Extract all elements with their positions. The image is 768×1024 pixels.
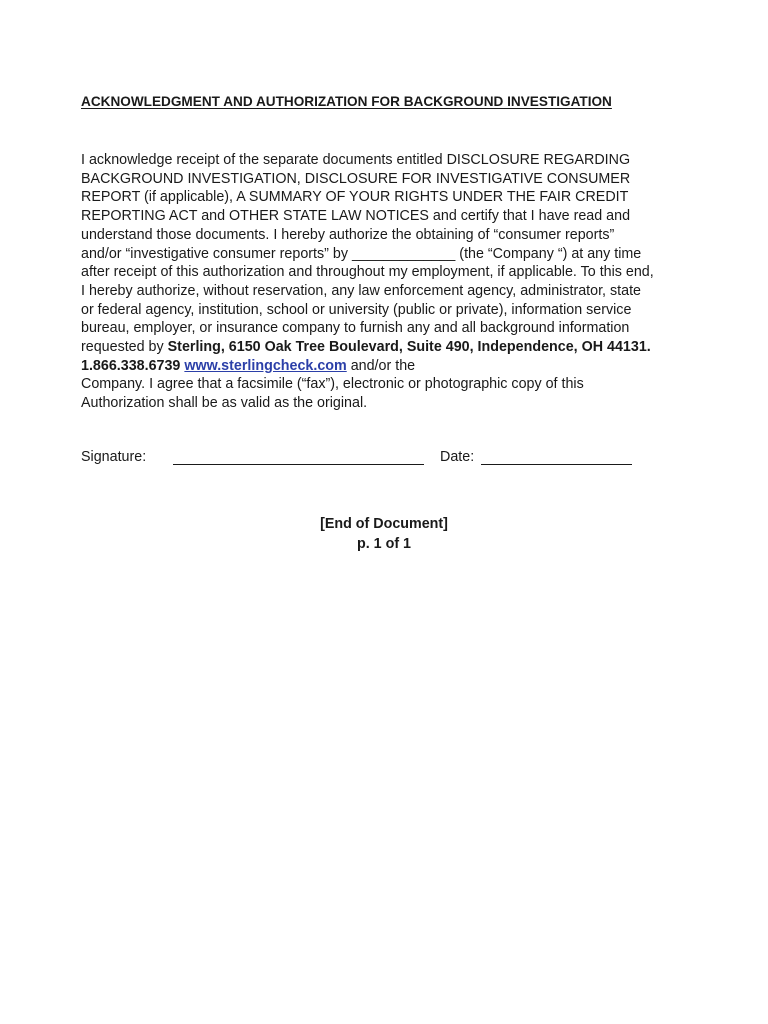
document-title: ACKNOWLEDGMENT AND AUTHORIZATION FOR BACKGROUND INVESTIGATION [81,94,612,109]
requested-by-line [81,338,701,357]
body-line: I hereby authorize, without reservation, any law enforcement agency, administrator, state [81,282,641,299]
company-address: Sterling, 6150 Oak Tree Boulevard, Suite 490, Independence, OH 44131. [167,339,651,356]
body-line: REPORTING ACT and OTHER STATE LAW NOTICES and certify that I have read and [81,208,631,225]
body-line: after receipt of this authorization and throughout my employment, if applicable. To this end, [81,264,654,281]
signature-field[interactable] [173,464,424,465]
closing-line: Company. I agree that a facsimile (“fax”), electronic or photographic copy of this [81,376,584,393]
signature-label: Signature: [81,449,147,465]
requested-by-prefix: requested by [81,339,168,356]
company-phone: 1.866.338.6739 [81,357,181,374]
after-link-text: and/or the [346,357,416,374]
page-number: p. 1 of 1 [356,536,412,552]
closing-line: Authorization shall be as valid as the original. [81,395,368,412]
date-label: Date: [440,449,475,465]
body-line: and/or “investigative consumer reports” by _____________ (the “Company “) at any time [81,245,642,262]
body-line: I acknowledge receipt of the separate documents entitled DISCLOSURE REGARDING [81,152,631,168]
date-field[interactable] [481,464,632,465]
body-line: or federal agency, institution, school or university (public or private), information service [81,301,632,318]
body-line: understand those documents. I hereby authorize the obtaining of “consumer reports” [81,226,615,243]
website-link[interactable]: www.sterlingcheck.com [184,357,347,374]
authorization-paragraph [81,151,701,413]
end-of-document-label: [End of Document] [320,516,448,532]
document-footer [234,514,534,554]
contact-line [81,357,701,376]
body-line: bureau, employer, or insurance company to furnish any and all background information [81,320,630,337]
body-line: REPORT (if applicable), A SUMMARY OF YOUR RIGHTS UNDER THE FAIR CREDIT [81,189,629,206]
body-line: BACKGROUND INVESTIGATION, DISCLOSURE FOR INVESTIGATIVE CONSUMER [81,170,631,187]
signature-row [81,448,681,468]
